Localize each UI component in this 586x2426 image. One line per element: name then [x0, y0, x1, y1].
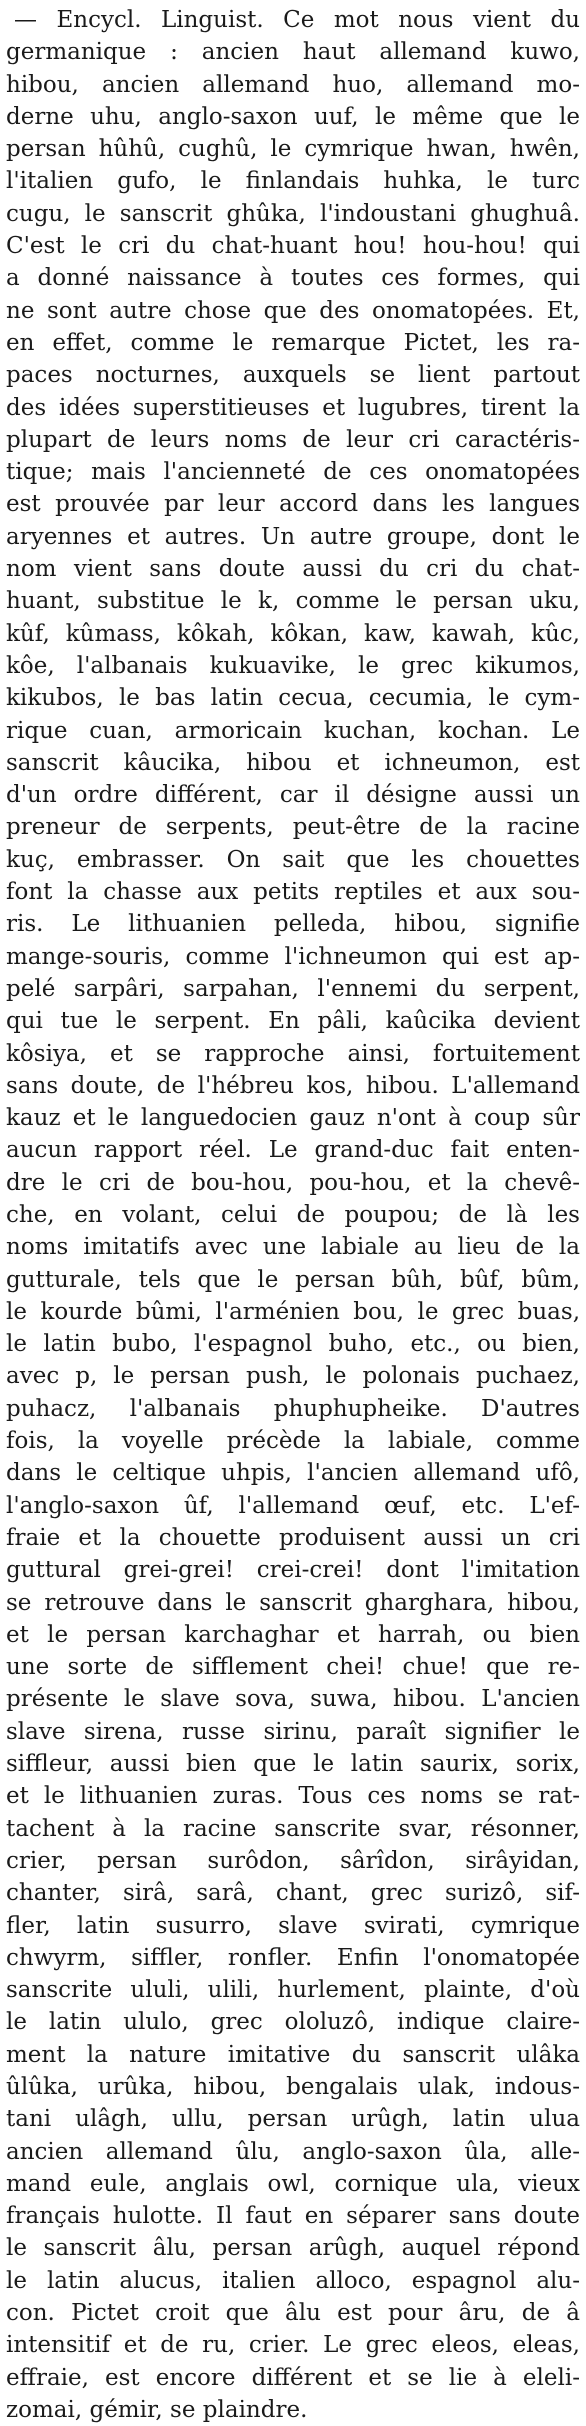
- article-line: — Encycl. Linguist. Ce mot nous vient du: [14, 7, 580, 33]
- article-line: pelé sarpâri, sarpahan, l'ennemi du serpent,: [6, 975, 580, 1002]
- article-line: ancien allemand ûlu, anglo-saxon ûla, alle-: [6, 2138, 580, 2165]
- article-line: che, en volant, celui de poupou; de là les: [6, 1201, 580, 1228]
- article-line: l'anglo-saxon ûf, l'allemand œuf, etc. L'ef-: [6, 1492, 580, 1519]
- article-line: dre le cri de bou-hou, pou-hou, et la chevê-: [6, 1169, 580, 1196]
- article-line: mand eule, anglais owl, cornique ula, vieux: [6, 2170, 580, 2197]
- article-line: hibou, ancien allemand huo, allemand mo-: [6, 71, 580, 98]
- article-line: preneur de serpents, peut-être de la racine: [6, 814, 580, 841]
- article-line: C'est le cri du chat-huant hou! hou-hou! qui: [6, 233, 580, 260]
- article-line: sans doute, de l'hébreu kos, hibou. L'allemand: [6, 1072, 580, 1099]
- article-line: slave sirena, russe sirinu, paraît signifier le: [6, 1718, 580, 1745]
- article-line: kuç, embrasser. On sait que les chouettes: [6, 846, 580, 873]
- article-line: plupart de leurs noms de leur cri caractéris-: [6, 426, 580, 453]
- article-line: chwyrm, siffler, ronfler. Enfin l'onomatopée: [6, 1944, 580, 1971]
- article-line: kôe, l'albanais kukuavike, le grec kikumos,: [6, 652, 580, 679]
- article-line: nom vient sans doute aussi du cri du chat-: [6, 556, 580, 583]
- article-line: gutturale, tels que le persan bûh, bûf, bûm,: [6, 1266, 580, 1293]
- article-line: huant, substitue le k, comme le persan uku,: [6, 588, 580, 615]
- article-line: ne sont autre chose que des onomatopées. Et,: [6, 297, 580, 324]
- article-line: font la chasse aux petits reptiles et aux sou-: [6, 879, 580, 906]
- article-line: noms imitatifs avec une labiale au lieu de la: [6, 1234, 580, 1261]
- article-line: mange-souris, comme l'ichneumon qui est ap-: [6, 943, 580, 970]
- article-line: sanscrite ululi, ulili, hurlement, plainte, d'où: [6, 1977, 580, 2004]
- article-line: fraie et la chouette produisent aussi un cri: [6, 1524, 580, 1551]
- article-line: zomai, gémir, se plaindre.: [6, 2396, 308, 2423]
- article-column: [6, 4, 580, 2426]
- article-line: en effet, comme le remarque Pictet, les ra-: [6, 329, 580, 356]
- article-line: présente le slave sova, suwa, hibou. L'ancien: [6, 1686, 580, 1713]
- article-line: sanscrit kâucika, hibou et ichneumon, est: [6, 749, 580, 776]
- article-line: germanique : ancien haut allemand kuwo,: [6, 39, 580, 66]
- article-line: kauz et le languedocien gauz n'ont à coup sûr: [6, 1105, 580, 1132]
- article-line: le sanscrit âlu, persan arûgh, auquel répond: [6, 2235, 580, 2262]
- article-line: cugu, le sanscrit ghûka, l'indoustani ghughuâ.: [6, 200, 580, 227]
- article-line: aryennes et autres. Un autre groupe, dont le: [6, 523, 580, 550]
- article-line: l'italien gufo, le finlandais huhka, le turc: [6, 168, 580, 195]
- article-line: et le lithuanien zuras. Tous ces noms se rat-: [6, 1783, 580, 1810]
- article-line: siffleur, aussi bien que le latin saurix, sorix,: [6, 1751, 580, 1778]
- article-line: fois, la voyelle précède la labiale, comme: [6, 1428, 580, 1455]
- article-line: a donné naissance à toutes ces formes, qui: [6, 265, 580, 292]
- article-line: effraie, est encore différent et se lie à eleli-: [6, 2364, 580, 2391]
- article-line: crier, persan surôdon, sârîdon, sirâyidan,: [6, 1847, 580, 1874]
- article-line: chanter, sirâ, sarâ, chant, grec surizô, sif-: [6, 1880, 580, 1907]
- article-line: le latin alucus, italien alloco, espagnol alu-: [6, 2267, 580, 2294]
- article-line: ûlûka, urûka, hibou, bengalais ulak, indous-: [6, 2074, 580, 2100]
- article-line: et le persan karchaghar et harrah, ou bien: [6, 1621, 580, 1648]
- article-line: intensitif et de ru, crier. Le grec eleos, eleas,: [6, 2332, 580, 2359]
- article-line: des idées superstitieuses et lugubres, tirent la: [6, 394, 580, 421]
- article-line: kôsiya, et se rapproche ainsi, fortuitement: [6, 1040, 580, 1067]
- article-line: aucun rapport réel. Le grand-duc fait enten-: [6, 1137, 580, 1164]
- article-line: guttural grei-grei! crei-crei! dont l'imitation: [6, 1557, 580, 1584]
- article-line: derne uhu, anglo-saxon uuf, le même que le: [6, 103, 580, 130]
- article-line: kûf, kûmass, kôkah, kôkan, kaw, kawah, kûc,: [6, 620, 580, 647]
- article-line: tachent à la racine sanscrite svar, résonner,: [6, 1815, 580, 1842]
- article-line: persan hûhû, cughû, le cymrique hwan, hwên,: [6, 136, 580, 163]
- article-line: fler, latin susurro, slave svirati, cymrique: [6, 1912, 580, 1939]
- article-line: est prouvée par leur accord dans les langues: [6, 491, 580, 518]
- article-line: avec p, le persan push, le polonais puchaez,: [6, 1363, 580, 1390]
- article-line: ris. Le lithuanien pelleda, hibou, signifie: [6, 911, 580, 938]
- article-line: une sorte de sifflement chei! chue! que re-: [6, 1654, 580, 1681]
- article-line: le latin bubo, l'espagnol buho, etc., ou bien,: [6, 1331, 580, 1358]
- article-line: français hulotte. Il faut en séparer sans doute: [6, 2203, 580, 2230]
- article-line: con. Pictet croit que âlu est pour âru, de â: [6, 2300, 580, 2327]
- article-line: le latin ululo, grec ololuzô, indique claire-: [6, 2009, 580, 2036]
- article-line: se retrouve dans le sanscrit gharghara, hibou,: [6, 1589, 580, 1616]
- article-line: puhacz, l'albanais phuphupheike. D'autres: [6, 1395, 580, 1422]
- article-line: tani ulâgh, ullu, persan urûgh, latin ulua: [6, 2106, 580, 2133]
- article-line: rique cuan, armoricain kuchan, kochan. Le: [6, 717, 580, 744]
- article-line: tique; mais l'ancienneté de ces onomatopées: [6, 459, 580, 486]
- article-line: dans le celtique uhpis, l'ancien allemand ufô,: [6, 1460, 580, 1487]
- article-line: qui tue le serpent. En pâli, kaûcika devient: [6, 1008, 580, 1035]
- article-line: ment la nature imitative du sanscrit ulâka: [6, 2041, 580, 2068]
- article-line: d'un ordre différent, car il désigne aussi un: [6, 782, 580, 809]
- article-line: le kourde bûmi, l'arménien bou, le grec buas,: [6, 1298, 580, 1325]
- article-line: kikubos, le bas latin cecua, cecumia, le cym-: [6, 685, 580, 712]
- article-line: paces nocturnes, auxquels se lient partout: [6, 362, 580, 389]
